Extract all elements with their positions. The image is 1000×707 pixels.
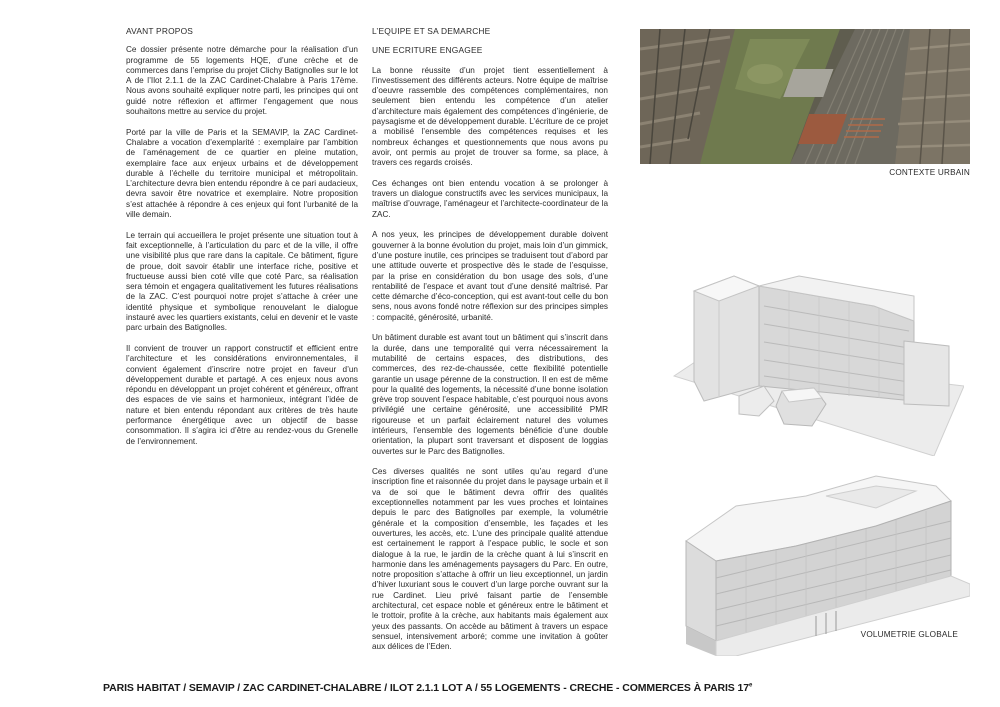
paragraph: Ces diverses qualités ne sont utiles qu’au regard d’une inscription fine et raisonnée du projet dans le paysage urbain et il va de soi que le bâtiment devra offrir des qualités exceptionnelles notamment par les vues proches et lointaines depuis le parc des Batignolles par exemple, la volumétrie générale et la composition d’ensemble, les façades et les ouvertures, les accès, etc. L’une des principale qualité attendue est certainement le rapport à l’espace public, le socle et son dialogue à la rue, le jardin de la crèche quant à lui s’inscrit en harmonie dans les aménagements paysagers du Parc. En outre, notre proposition s’attache à offrir un lieu exceptionnel, un jardin d’hiver luxuriant sous le couvert d’un large porche ouvrant sur la rue Cardinet. Lieu privé faisant partie de l’ensemble architectural, cet espace noble et généreux entre le bâtiment et le trottoir, profite à la crèche, aux habitants mais également aux yeux des passants. On accède au bâtiment à travers un espace sensuel, intensivement arboré; comme une invitation à goûter aux délices de l’Eden. [372,467,608,652]
aerial-photo [640,29,970,164]
paragraph: Ce dossier présente notre démarche pour la réalisation d’un programme de 55 logements HQE, d’une crèche et de commerces dans l’emprise du projet Clichy Batignolles sur le lot A de l’Ilot 2.1.1 de la ZAC Cardinet-Chalabre à Paris 17ème. Nous avons souhaité expliquer notre parti, les principes qui ont guidé notre réflexion et affirmer l’engagement que nous souhaitons mettre au service du projet. [126,45,358,117]
massing-model-view-1 [664,266,964,456]
section-heading-equipe: L’EQUIPE ET SA DEMARCHE [372,26,491,36]
paragraph: Le terrain qui accueillera le projet présente une situation tout à fait exceptionnelle, à l’articulation du parc et de la ville, il offre une visibilité plus que rare dans la capitale. Ce bâtiment, figure de proue, doit savoir établir une interface riche, positive et fructueuse aussi bien coté ville que coté Parc, sa réalisation sera témoin et engagera qualitativement les futures réalisations de la ZAC. C’est pourquoi notre projet s’attache à créer une identité physique et symbolique renouvelant le dialogue instauré avec les quartiers existants, celui en devenir et le vaste parc urbain des Batignolles. [126,230,358,333]
aerial-photo-caption: CONTEXTE URBAIN [889,168,970,177]
aerial-photo-illustration [640,29,970,164]
massing-model-view-2 [676,466,970,656]
paragraph: A nos yeux, les principes de développement durable doivent gouverner à la bonne évolution du projet, mais loin d’un gimmick, d’une posture inutile, ces principes se traduisent tout d’abord par une attitude ouverte et prospective dès le stade de l’esquisse, par la prise en considération du bon usage des sols, d’une rentabilité de l’espace et avant tout d’une densité maîtrisé. Par cette démarche d’éco-conception, qui est avant-tout celle du bon sens, nous avons fondé notre réflexion sur des principes simples : compacité, générosité, urbanité. [372,230,608,322]
paragraph: La bonne réussite d’un projet tient essentiellement à l’investissement des différents acteurs. Notre équipe de maîtrise d’oeuvre rassemble des compétences complémentaires, non seulement bien entendu les compétence d’un atelier d’architecture mais également des compétences d’ingénierie, de paysagisme et de développement durable. L’écriture de ce projet a mobilisé l’ensemble des compétences requises et les nombreux échanges et questionnements que nous avons pu avoir, ont permis au projet de trouver sa forme, sa place, à travers ces regards croisés. [372,65,608,168]
section-subheading-ecriture: UNE ECRITURE ENGAGEE [372,45,483,56]
section-heading-avant-propos: AVANT PROPOS [126,26,194,36]
paragraph: Un bâtiment durable est avant tout un bâtiment qui s’inscrit dans la durée, dans une temporalité qui verra nécessairement la mutabilité de certains espaces, des distributions, des commerces, des rez-de-chaussée, cette flexibilité potentielle garantie un usage pérenne de la construction. Il en est de même pour la qualité des logements, la nécessité d’une bonne isolation grève trop souvent l’espace habitable, c’est pourquoi nous avons privilégié une certaine générosité, une accessibilité PMR rigoureuse et un parfait éclairement naturel des volumes intérieurs, l’ensemble des logements bénéficie d’une double orientation, la plupart sont traversant et disposent de loggias ouvertes sur le Parc des Batignolles. [372,333,608,456]
paragraph: Il convient de trouver un rapport constructif et efficient entre l’architecture et les considérations environnementales, il convient également d’inscrire notre projet en faveur d’un développement durable et partagé. A ces enjeux nous avons répondu en développant un projet cohérent et généreux, offrant des espaces de vie sains et harmonieux, intégrant l’idée de nature et bien entendu répondant aux critères de très haute performance énergétique avec un objectif de basse consommation. Il s’agira ici d’être au rendez-vous du Grenelle de l’environnement. [126,343,358,446]
paragraph: Ces échanges ont bien entendu vocation à se prolonger à travers un dialogue constructifs avec les services municipaux, la maîtrise d’ouvrage, l’aménageur et l’architecte-coordinateur de la ZAC. [372,178,608,219]
document-footer [103,682,752,694]
paragraph: Porté par la ville de Paris et la SEMAVIP, la ZAC Cardinet-Chalabre a vocation d’exemplarité : exemplaire par l’ambition de l’aménagement de ce quartier en pleine mutation, exemplaire face aux enjeux urbains et de développement durable à l’échelle du territoire municipal et métropolitain. L’architecture devra bien entendu répondre à ce pari audacieux, devra savoir être novatrice et exemplaire. Notre proposition s’est attachée à répondre à ces enjeux qui font l’urbanité de la ville demain. [126,127,358,220]
massing-model-illustration-1 [664,266,964,456]
footer-superscript: e [748,682,753,689]
massing-model-illustration-2 [676,466,970,656]
massing-model-caption: VOLUMETRIE GLOBALE [860,630,958,639]
middle-text-column [372,26,608,663]
left-text-column [126,26,358,457]
footer-text: PARIS HABITAT / SEMAVIP / ZAC CARDINET-CHALABRE / ILOT 2.1.1 LOT A / 55 LOGEMENTS - CRECHE - COMMERCES À PARIS 17 [103,682,749,694]
